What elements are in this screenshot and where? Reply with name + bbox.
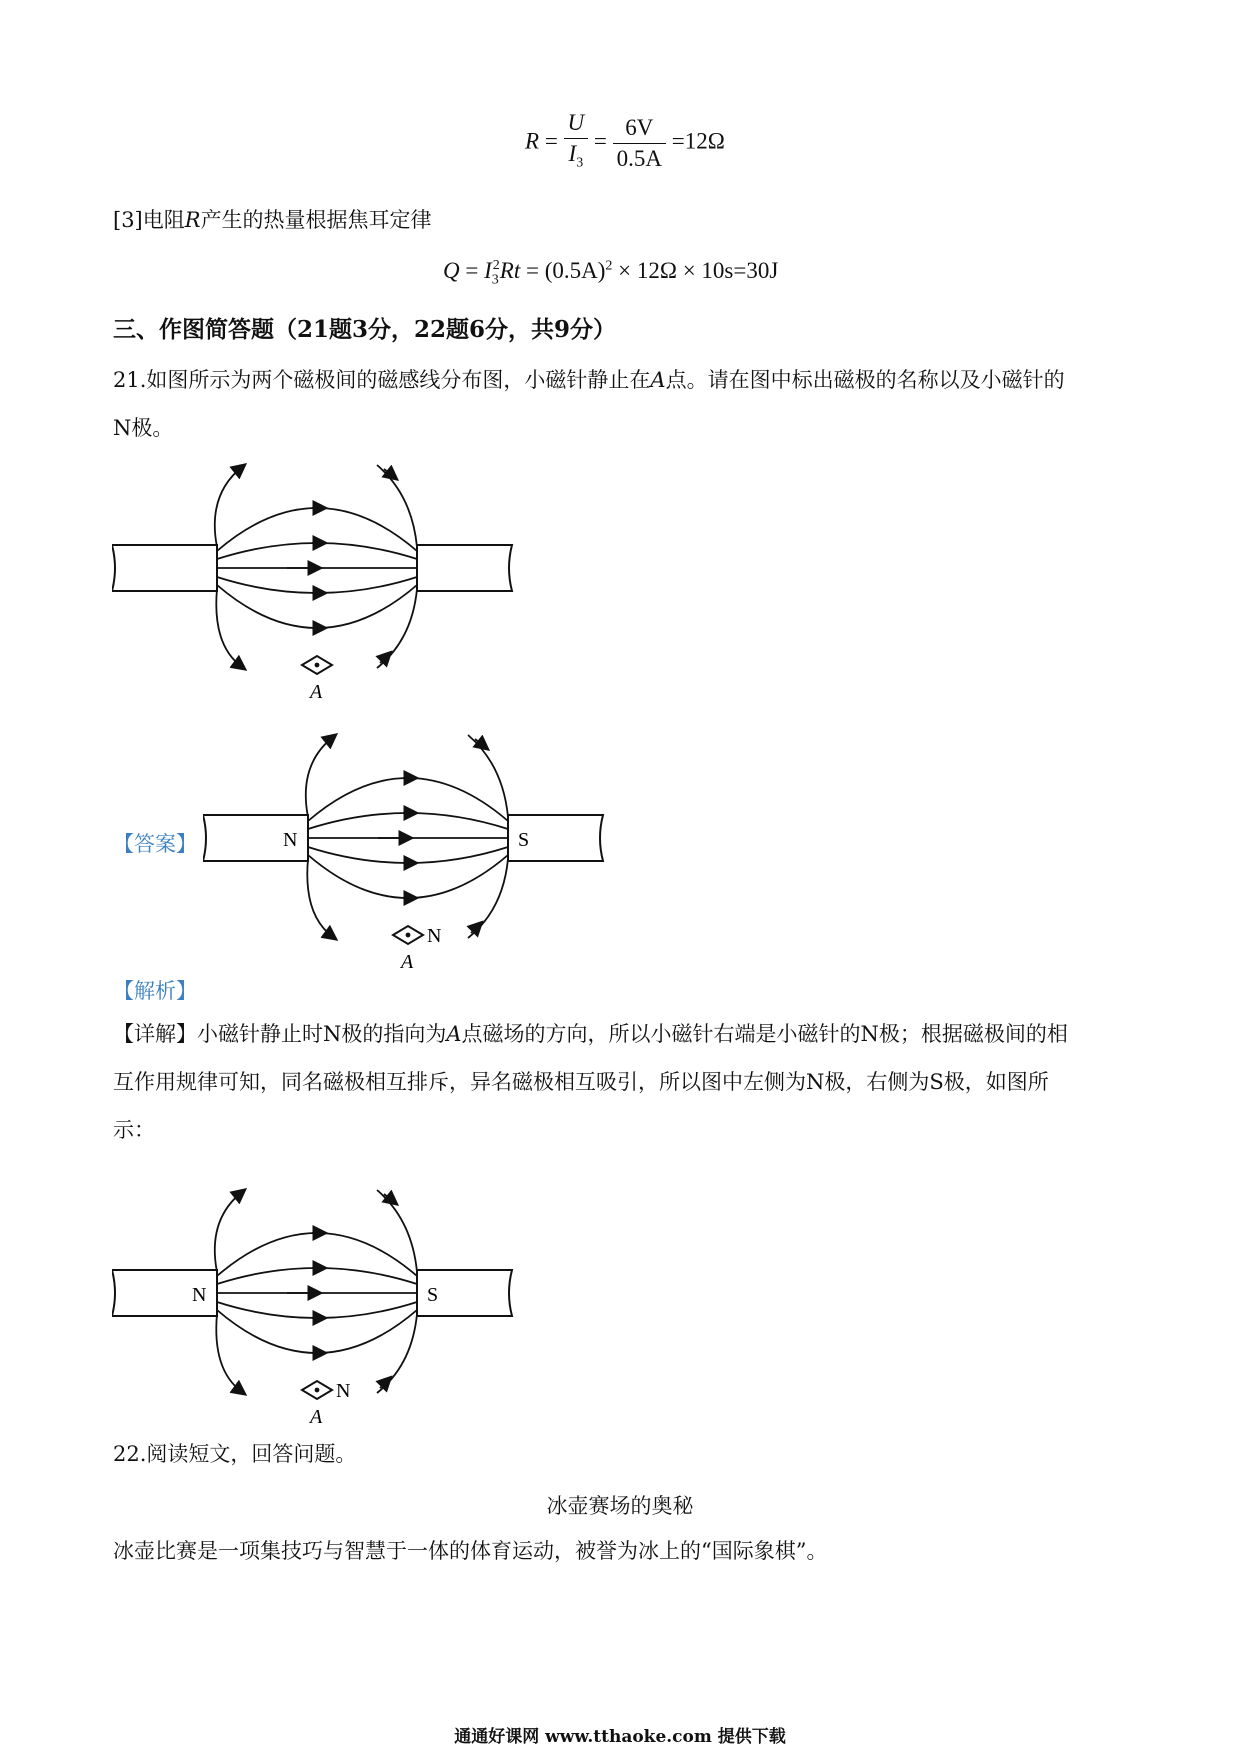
question-22-text: 阅读短文，回答问题。 <box>146 1442 357 1466</box>
detail-text2: 点磁场的方向，所以小磁针右端是小磁针的N极；根据磁极间的相 <box>461 1022 1068 1046</box>
needle-north-label-2: N <box>336 1380 351 1402</box>
question-21-text2: 点。请在图中标出磁极的名称以及小磁针的 <box>665 368 1065 392</box>
formula-result: =12Ω <box>671 128 725 154</box>
magnetic-field-figure-explanation <box>112 1180 532 1430</box>
fraction-numerator-value: 6V <box>613 113 666 144</box>
current-superscript: 2 <box>492 258 500 274</box>
fraction-values <box>613 113 666 174</box>
south-pole-label-2: S <box>427 1284 439 1306</box>
current-subscript-2: 3 <box>491 272 499 288</box>
detail-text <box>113 1010 1133 1154</box>
page-footer: 通通好课网 www.tthaoke.com 提供下载 <box>454 1727 786 1747</box>
rt-symbol: Rt <box>499 258 521 283</box>
fraction-u-over-i3 <box>564 108 589 179</box>
formula-eq: = <box>544 128 558 154</box>
formula-joule <box>443 258 778 289</box>
detail-var: A <box>446 1022 462 1046</box>
step3-prefix: [3]电阻 <box>113 208 185 232</box>
current-subscript: 3 <box>576 155 584 171</box>
formula-lhs: R <box>525 128 540 154</box>
magnet-diagram-answer <box>203 735 603 944</box>
answer-label: 【答案】 <box>113 832 197 856</box>
detail-text1: 小磁针静止时N极的指向为 <box>197 1022 447 1046</box>
question-21 <box>113 356 1133 452</box>
heat-symbol: Q <box>443 258 460 283</box>
south-pole-label: S <box>518 829 530 851</box>
detail-line2: 互作用规律可知，同名磁极相互排斥，异名磁极相互吸引，所以图中左侧为N极，右侧为S极，如图所 <box>113 1070 1049 1094</box>
question-21-var: A <box>650 368 666 392</box>
current-symbol: I <box>568 141 577 166</box>
point-a-label-explanation: A <box>310 1406 323 1428</box>
analysis-label: 【解析】 <box>113 979 197 1003</box>
magnet-diagram <box>112 465 512 674</box>
needle-north-label: N <box>427 925 442 947</box>
formula2-value: = (0.5A) <box>520 258 606 283</box>
detail-line3: 示： <box>113 1118 155 1142</box>
article-title: 冰壶赛场的奥秘 <box>546 1494 694 1518</box>
magnetic-field-figure-question <box>112 455 532 705</box>
current-symbol-2: I <box>484 258 492 283</box>
question-21-line1 <box>113 356 1133 404</box>
fraction-denominator-value: 0.5A <box>616 145 663 171</box>
question-22-number: 22. <box>113 1442 147 1466</box>
point-a-label: A <box>310 681 323 703</box>
detail-line1 <box>113 1010 1133 1058</box>
fraction-numerator: U <box>564 108 589 139</box>
step3-rest: 产生的热量根据焦耳定律 <box>200 208 432 232</box>
step3-var: R <box>184 208 201 232</box>
question-22 <box>113 1430 1133 1478</box>
point-a-label-answer: A <box>401 951 414 973</box>
formula2-result: × 12Ω × 10s=30J <box>612 258 779 283</box>
formula2-superscript: 2 <box>605 258 613 274</box>
question-21-line2: N极。 <box>113 416 174 440</box>
detail-label: 【详解】 <box>113 1022 197 1046</box>
magnetic-field-figure-answer <box>203 725 663 975</box>
question-21-text1: 如图所示为两个磁极间的磁感线分布图，小磁针静止在 <box>146 368 651 392</box>
step3-text <box>113 196 1133 244</box>
fraction-denominator <box>564 139 589 179</box>
north-pole-label: N <box>283 829 298 851</box>
formula-resistance <box>525 108 725 179</box>
magnet-diagram-explanation <box>112 1190 512 1399</box>
question-number: 21. <box>113 368 147 392</box>
north-pole-label-2: N <box>192 1284 207 1306</box>
article-paragraph: 冰壶比赛是一项集技巧与智慧于一体的体育运动，被誉为冰上的“国际象棋”。 <box>113 1539 828 1563</box>
formula-eq-2: = <box>593 128 607 154</box>
section-title: 三、作图简答题（21题3分，22题6分，共9分） <box>113 316 617 343</box>
formula2-eq: = <box>459 258 485 283</box>
